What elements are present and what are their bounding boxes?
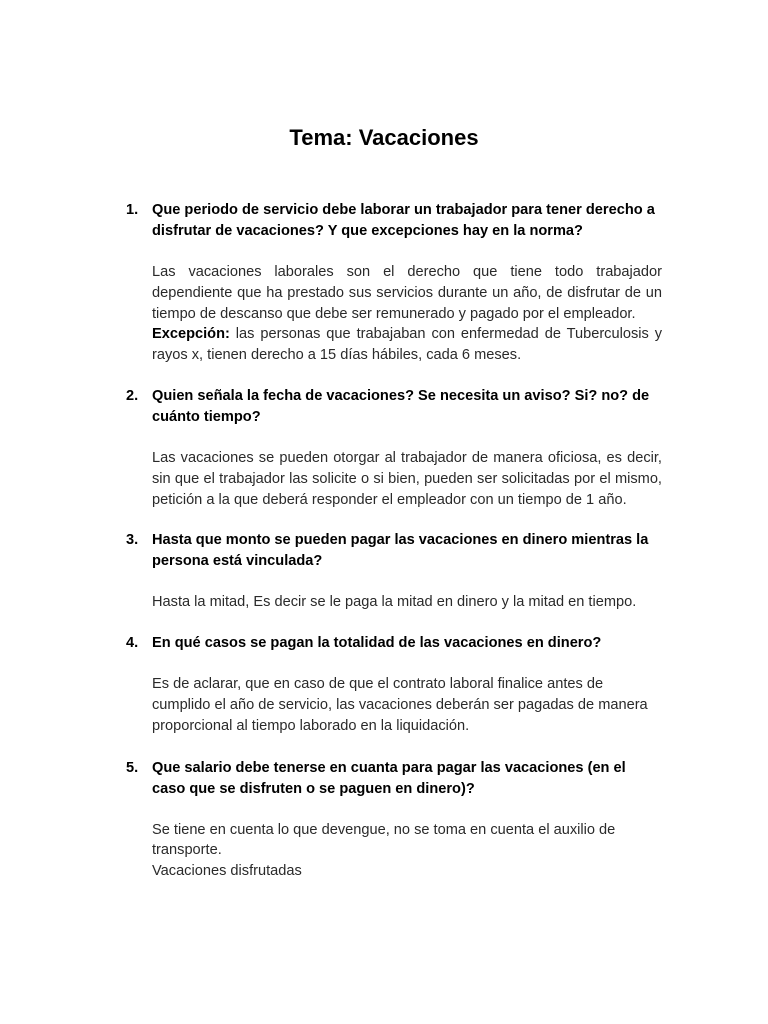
question-text: Que salario debe tenerse en cuanta para pagar las vacaciones (en el caso que se disfruten o se paguen en dinero)? [152, 759, 626, 797]
answer-block [152, 262, 662, 366]
question-number: 1. [126, 202, 139, 218]
exception-label: Excepción: [152, 326, 230, 343]
question-item-2 [126, 386, 662, 510]
question-list [126, 200, 662, 882]
question-text: En qué casos se pagan la totalidad de las vacaciones en dinero? [152, 635, 602, 652]
answer-block [152, 674, 662, 736]
question-item-3 [126, 530, 662, 613]
exception-paragraph [152, 324, 662, 366]
answer-block [152, 448, 662, 510]
question-number: 2. [126, 387, 139, 404]
answer-text: Las vacaciones se pueden otorgar al trabajador de manera oficiosa, es decir, sin que el trabajador las solicite o si bien, pueden ser solicitadas por el mismo, petición a la que deberá responder el empleador con un tiempo de 1 año. [152, 449, 662, 508]
answer-block [152, 820, 662, 882]
question-text: Que periodo de servicio debe laborar un trabajador para tener derecho a disfrutar de vacaciones? Y que excepciones hay en la norma? [152, 202, 655, 239]
question-text: Quien señala la fecha de vacaciones? Se necesita un aviso? Si? no? de cuánto tiempo? [152, 387, 650, 425]
exception-text: las personas que trabajaban con enfermedad de Tuberculosis y rayos x, tienen derecho a 15 días hábiles, cada 6 meses. [152, 326, 662, 364]
answer-subheading: Vacaciones disfrutadas [152, 863, 302, 880]
answer-text: Las vacaciones laborales son el derecho que tiene todo trabajador dependiente que ha prestado sus servicios durante un año, de disfrutar de un tiempo de descanso que debe ser remunerado y pagado por el empleador. [152, 264, 662, 322]
question-number: 4. [126, 635, 139, 652]
question-item-1 [126, 200, 662, 366]
answer-block [152, 592, 662, 613]
question-number: 5. [126, 759, 139, 776]
question-item-4 [126, 633, 662, 736]
answer-text: Hasta la mitad, Es decir se le paga la mitad en dinero y la mitad en tiempo. [152, 594, 637, 611]
question-number: 3. [126, 532, 139, 549]
question-text: Hasta que monto se pueden pagar las vacaciones en dinero mientras la persona está vinculada? [152, 532, 649, 570]
answer-text: Se tiene en cuenta lo que devengue, no se toma en cuenta el auxilio de transporte. [152, 821, 616, 859]
question-item-5 [126, 758, 662, 882]
answer-text: Es de aclarar, que en caso de que el contrato laboral finalice antes de cumplido el año de servicio, las vacaciones deberán ser pagadas de manera proporcional al tiempo laborado en la liquidación. [152, 676, 648, 734]
page-title: Tema: Vacaciones [289, 125, 479, 150]
